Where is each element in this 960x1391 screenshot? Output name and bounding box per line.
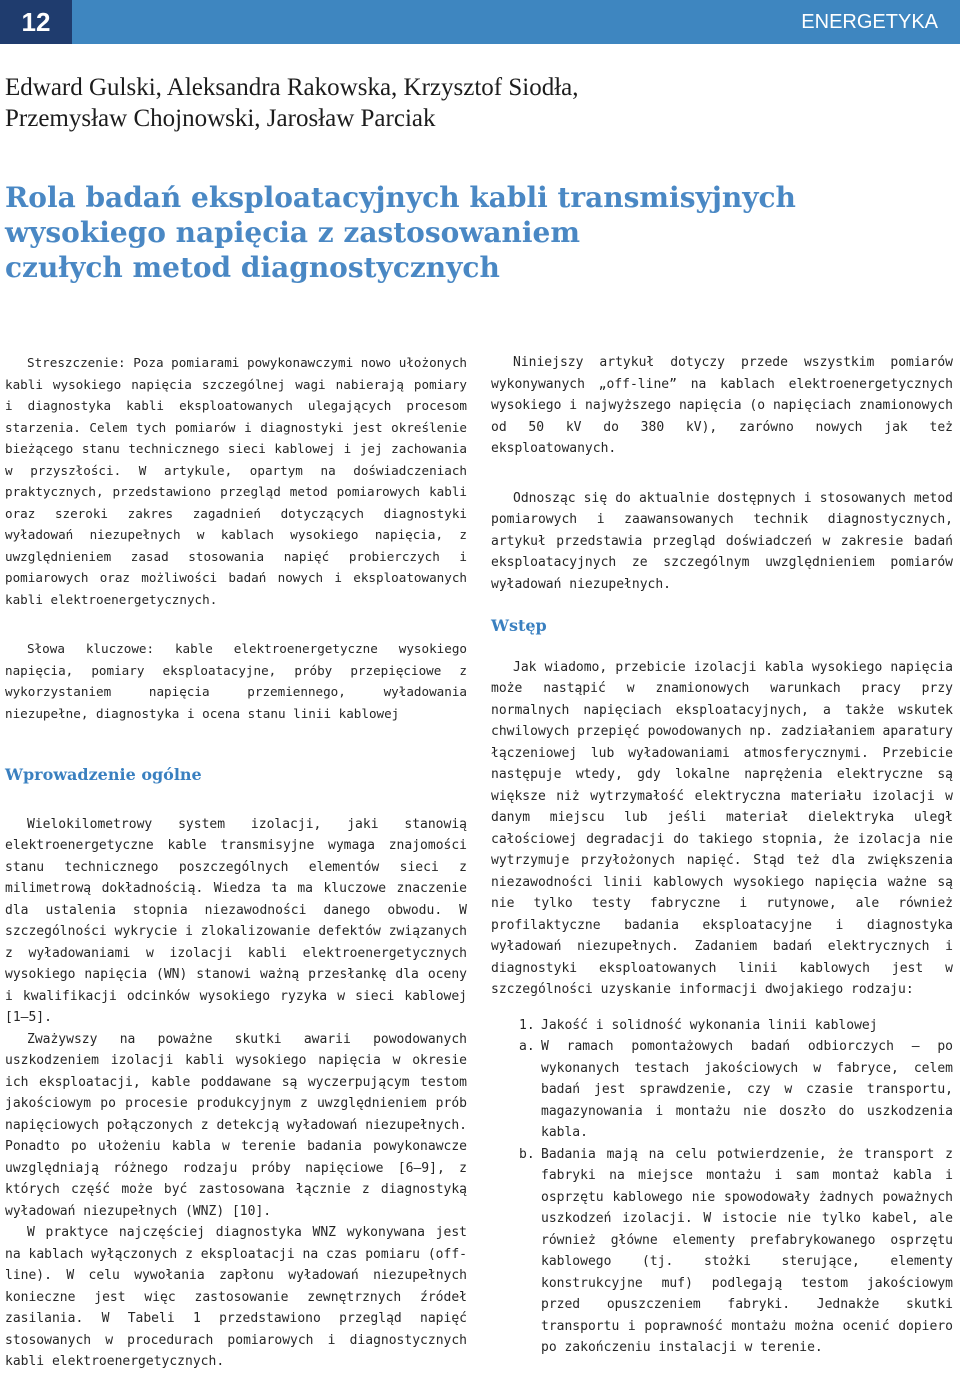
paragraph: Niniejszy artykuł dotyczy przede wszystkim pomiarów wykonywanych „off-line” na kablach elektroenergetycznych wysokiego i najwyższego napięcia (o napięciach znamionowych od 50 kV do 380 kV), zarówno nowych jak też eksploatowanych.	[491, 355, 953, 456]
journal-section-name: ENERGETYKA	[801, 10, 938, 33]
title-line: czułych metod diagnostycznych	[5, 251, 500, 284]
page-number: 12	[0, 0, 72, 44]
list-marker: a.	[519, 1039, 535, 1054]
list-item-text: Badania mają na celu potwierdzenie, że transport z fabryki na miejsce montażu i sam montaż kabla i osprzętu kablowego nie spowodowały żadnych poważnych uszkodzeń izolacji. W istocie nie tylko kabel, ale również główne elementy prefabrykowanego osprzętu kablowego (tj. stożki sterujące, elementy konstrukcyjne muf) podlegają testom jakościowym przed opuszczeniem fabryki. Jednakże skutki transportu i poprawność montażu można ocenić dopiero po zakończeniu instalacji w terenie.	[541, 1146, 953, 1355]
article-title	[5, 180, 935, 285]
list-item	[491, 1015, 953, 1037]
authors-line: Przemysław Chojnowski, Jarosław Parciak	[5, 105, 436, 132]
list-item	[491, 1144, 953, 1359]
list-item-text: Jakość i solidność wykonania linii kablowej	[541, 1017, 878, 1033]
authors-line: Edward Gulski, Aleksandra Rakowska, Krzysztof Siodła,	[5, 74, 579, 101]
section-heading-intro: Wprowadzenie ogólne	[5, 765, 202, 784]
right-column	[491, 352, 953, 1359]
abstract: Streszczenie: Poza pomiarami powykonawczymi nowo ułożonych kabli wysokiego napięcia szczególnej wagi nabierają pomiary i diagnostyka kabli eksploatowanych ulegających procesom starzenia. Celem tych pomiarów i diagnostyki jest określenie bieżącego stanu technicznego sieci kablowej i jej zachowania w przyszłości. W artykule, opartym na doświadczeniach praktycznych, przedstawiono przegląd metod pomiarowych kabli oraz szeroki zakres zagadnień dotyczących diagnostyki wyładowań niezupełnych w kablach wysokiego napięcia, z uwzględnieniem zasad stosowania napięć probierczych i pomiarowych oraz możliwości badań nowych i eksploatowanych kabli elektroenergetycznych.	[5, 355, 467, 607]
section-heading-wstep: Wstęp	[491, 616, 547, 635]
list-item-text: W ramach pomontażowych badań odbiorczych – po wykonanych testach jakościowych w fabryce, celem badań jest sprawdzenie, czy w czasie transportu, magazynowania i montażu nie doszło do uszkodzenia kabla.	[541, 1039, 953, 1140]
left-column	[5, 352, 467, 1373]
title-line: Rola badań eksploatacyjnych kabli transmisyjnych	[5, 181, 796, 214]
paragraph: Jak wiadomo, przebicie izolacji kabla wysokiego napięcia może nastąpić w znamionowych warunkach pracy przy normalnych napięciach eksploatacyjnych, a także wskutek chwilowych przepięć powodowanych np. zadziałaniem aparatury łączeniowej lub wyładowaniami atmosferycznymi. Przebicie następuje wtedy, gdy lokalne naprężenia elektryczne są większe niż wytrzymałość elektryczna materiału izolacji w danym miejscu lub jeśli materiał dielektryka uległ całościowej degradacji do takiego stopnia, że izolacja nie wytrzymuje przyłożonych napięć. Stąd też dla zwiększenia niezawodności linii kablowych wysokiego napięcia ważne są nie tylko testy fabryczne i rutynowe, ale również profilaktyczne badania eksploatacyjne i diagnostyka wyładowań niezupełnych. Zadaniem badań elektrycznych i diagnostyki eksploatowanych linii kablowych jest w szczególności uzyskanie informacji dwojakiego rodzaju:	[491, 659, 953, 997]
requirements-list	[491, 1015, 953, 1359]
paragraph: Odnosząc się do aktualnie dostępnych i stosowanych metod pomiarowych i zaawansowanych technik diagnostycznych, artykuł przedstawia przegląd doświadczeń w zakresie badań eksploatacyjnych ze szczególnym uwzględnieniem pomiarów wyładowań niezupełnych.	[491, 490, 953, 592]
paragraph: W praktyce najczęściej diagnostyka WNZ wykonywana jest na kablach wyłączonych z eksploatacji na czas pomiaru (off-line). W celu wywołania zapłonu wyładowań niezupełnych konieczne jest więc zastosowanie zewnętrznych źródeł zasilania. W Tabeli 1 przedstawiono przegląd napięć stosowanych w procedurach pomiarowych i diagnostycznych kabli elektroenergetycznych.	[5, 1225, 467, 1369]
paragraph: Zważywszy na poważne skutki awarii powodowanych uszkodzeniem izolacji kabli wysokiego napięcia w okresie ich eksploatacji, kable poddawane są wyczerpującym testom jakościowym po procesie produkcyjnym z uwzględnieniem prób napięciowych połączonych z detekcją wyładowań niezupełnych. Ponadto po ułożeniu kabla w terenie badania powykonawcze uwzględniają różnego rodzaju próby napięciowe [6–9], z których część może być zastosowana łącznie z diagnostyką wyładowań niezupełnych (WNZ) [10].	[5, 1031, 467, 1219]
authors	[5, 72, 905, 134]
paragraph: Wielokilometrowy system izolacji, jaki stanowią elektroenergetyczne kable transmisyjne wymaga znajomości stanu technicznego poszczególnych elementów sieci z milimetrową dokładnością. Wiedza ta ma kluczowe znaczenie dla ustalenia stopnia niezawodności danego obwodu. W szczególności wykrycie i zlokalizowanie defektów związanych z wyładowaniami w izolacji kabli elektroenergetycznych wysokiego napięcia (WN) stanowi ważną przesłankę dla oceny i kwalifikacji odcinków wysokiego ryzyka w sieci kablowej [1–5].	[5, 816, 467, 1025]
list-marker: b.	[519, 1146, 535, 1162]
list-marker: 1.	[519, 1017, 535, 1033]
title-line: wysokiego napięcia z zastosowaniem	[5, 216, 580, 249]
list-item	[491, 1036, 953, 1144]
keywords: Słowa kluczowe: kable elektroenergetyczne wysokiego napięcia, pomiary eksploatacyjne, próby przepięciowe z wykorzystaniem napięcia przemiennego, wyładowania niezupełne, diagnostyka i ocena stanu linii kablowej	[5, 641, 467, 721]
